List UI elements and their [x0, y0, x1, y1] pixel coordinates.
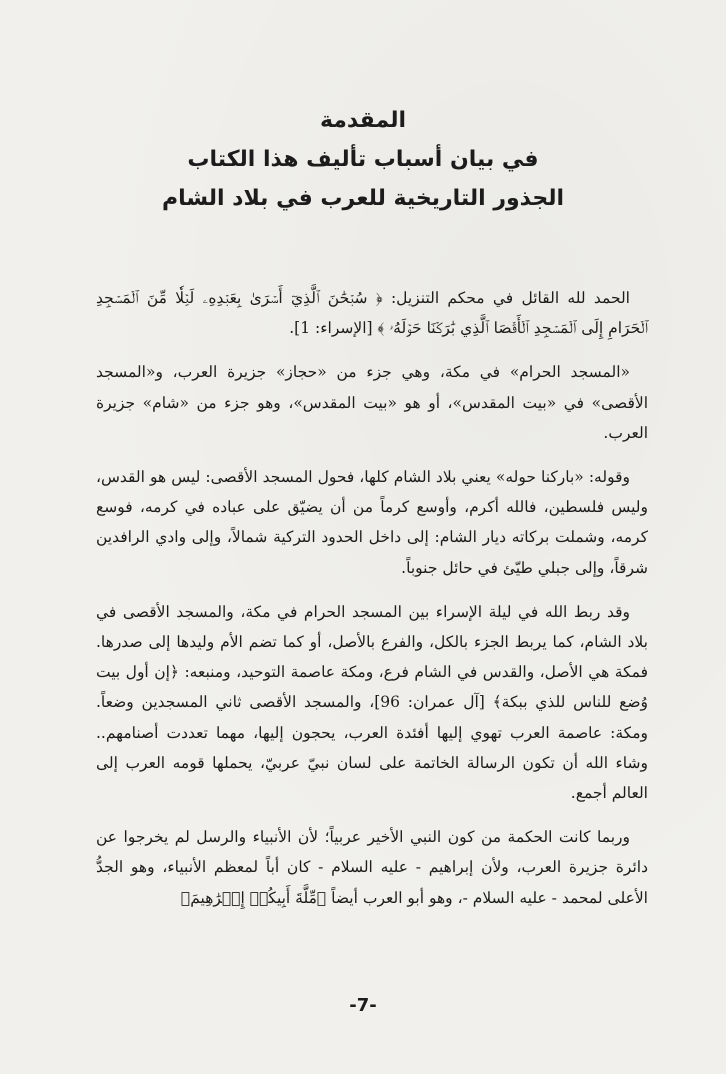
paragraph: وربما كانت الحكمة من كون النبي الأخير عربياً؛ لأن الأنبياء والرسل لم يخرجوا عن دائرة جزيرة العرب، ولأن إبراهيم - عليه السلام - كان أباً لمعظم الأنبياء، وهو الجدُّ الأعلى لمحمد - عليه السلام -، وهو أبو العرب أيضاً ﴿مِّلَّةَ أَبِيكُمۡ إِبۡرَٰهِيمَ﴾: [96, 828, 648, 907]
paragraph: وقد ربط الله في ليلة الإسراء بين المسجد الحرام في مكة، والمسجد الأقصى في بلاد الشام، كما يربط الجزء بالكل، والفرع بالأصل، أو كما تضم الأم وليدها إلى صدرها. فمكة هي الأصل، والقدس في الشام فرع، ومكة عاصمة التوحيد، ومنبعه: ﴿إن أول بيت وُضع للناس للذي ببكة﴾ [آل عمران: 96]، والمسجد الأقصى ثاني المسجدين وضعاً. ومكة: عاصمة العرب تهوي إليها أفئدة العرب، يحجون إليها، مهما تعددت أصنامهم.. وشاء الله أن تكون الرسالة الخاتمة على لسان نبيّ عربيّ، يحملها قومه العرب إلى العالم أجمع.: [96, 602, 648, 803]
section-title: الجذور التاريخية للعرب في بلاد الشام: [161, 186, 565, 211]
chapter-subtitle: في بيان أسباب تأليف هذا الكتاب: [187, 147, 539, 172]
paragraph: وقوله: «باركنا حوله» يعني بلاد الشام كلها، فحول المسجد الأقصى: ليس هو القدس، وليس فلسطين، فالله أكرم، وأوسع كرماً من أن يضيّق على عباده في كرمه، فوسع كرمه، وشملت بركاته ديار الشام: إلى داخل الحدود التركية شمالاً، وإلى وادي الرافدين شرقاً، وإلى جبلي طيّئ في حائل جنوباً.: [96, 468, 648, 577]
page-number: -7-: [349, 995, 377, 1016]
chapter-title: المقدمة: [319, 108, 407, 133]
paragraph: الحمد لله القائل في محكم التنزيل: ﴿ سُبۡحَٰنَ ٱلَّذِيٓ أَسۡرَىٰ بِعَبۡدِهِۦ لَيۡلٗا مِّنَ ٱلۡمَسۡجِدِ ٱلۡحَرَامِ إِلَى ٱلۡمَسۡجِدِ ٱلۡأَقۡصَا ٱلَّذِي بَٰرَكۡنَا حَوۡلَهُۥ ﴾ [الإسراء: 1].: [96, 289, 648, 338]
chapter-heading: [0, 108, 726, 211]
paragraph: «المسجد الحرام» في مكة، وهي جزء من «حجاز» جزيرة العرب، و«المسجد الأقصى» في «بيت المقدس»، أو هو «بيت المقدس»، وهو جزء من «شام» جزيرة العرب.: [96, 363, 648, 442]
body-text: [96, 283, 648, 927]
